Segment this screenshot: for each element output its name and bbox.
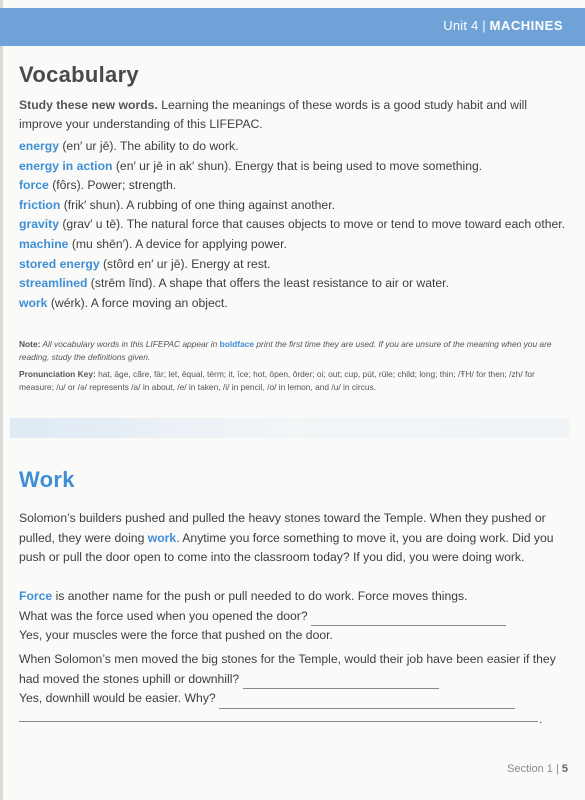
answer-line-hill[interactable] — [243, 676, 439, 689]
vocabulary-intro: Study these new words. Learning the meanings of these words is a good study habit and will improve your understanding of this LIFEPAC. — [19, 98, 528, 131]
vocab-term: streamlined — [19, 276, 88, 291]
page-number: 5 — [561, 763, 568, 775]
vocab-item: energy (en′ ur jē). The ability to do work. — [19, 139, 239, 153]
boldface-note: Note: All vocabulary words in this LIFEPAC appear in boldface print the first time they are used. If you are unsure of the meaning when you are reading, study the definitions given. — [19, 339, 552, 362]
pronunciation-key: Pronunciation Key: hat, āge, cãre, fär; let, ēqual, térm; it, īce; hot, ōpen, ôrder; oi; out; cup, pút, rüle; child; long; thin; /ŦH/ for then; /zh/ for measure; /u/ or /ə/ represents /a/ in about, /e/ in taken, /i/ in pencil, /o/ in lemon, and /u/ in circus. — [19, 369, 535, 392]
hill-question: When Solomon’s men moved the big stones for the Temple, would their job have been easier if they had moved the stones uphill or downhill? — [19, 652, 556, 686]
vocab-item: gravity (grav′ u tē). The natural force that causes objects to move or tend to move toward each other. — [19, 217, 566, 232]
vocab-term: stored energy — [19, 256, 100, 271]
force-question: What was the force used when you opened the door? — [19, 608, 308, 623]
force-term: Force — [19, 589, 53, 603]
vocab-item: machine (mu shēn′). A device for applying power. — [19, 236, 287, 251]
hill-answer: Yes, downhill would be easier. Why? — [19, 691, 216, 706]
vocab-term: friction — [19, 197, 61, 212]
vocab-item: energy in action (en′ ur jē in ak′ shun). Energy that is being used to move something. — [19, 158, 483, 173]
vocabulary-list — [19, 137, 567, 313]
vocab-item: stored energy (stôrd en′ ur jē). Energy at rest. — [19, 256, 271, 271]
answer-line-why[interactable] — [219, 696, 515, 709]
vocab-item: force (fôrs). Power; strength. — [19, 178, 177, 193]
work-paragraph-1: Solomon’s builders pushed and pulled the heavy stones toward the Temple. When they pushed or pulled, they were doing work. Anytime you force something to move it, you are doing work. Did you push or pull the door open to come into the classroom today? If you did, you were doing work. — [19, 511, 554, 565]
vocab-term: gravity — [19, 217, 59, 232]
work-paragraph-3 — [19, 650, 559, 709]
vocabulary-heading: Vocabulary — [19, 62, 139, 87]
pronunciation-label: Pronunciation Key: — [19, 369, 96, 379]
work-heading: Work — [19, 467, 75, 492]
faded-print-band — [10, 418, 570, 438]
section-label: Section 1 | — [507, 763, 562, 775]
vocab-item: friction (frik′ shun). A rubbing of one thing against another. — [19, 197, 335, 212]
answer-end-period: . — [539, 712, 543, 726]
boldface-word: boldface — [219, 339, 255, 349]
vocab-term: machine — [19, 236, 69, 251]
unit-name: MACHINES — [489, 18, 563, 33]
answer-line-why-continued[interactable] — [19, 721, 538, 722]
intro-lead: Study these new words. — [19, 98, 158, 112]
page-edge — [0, 0, 3, 800]
force-answer: Yes, your muscles were the force that pushed on the door. — [19, 628, 333, 643]
page-footer — [507, 763, 568, 775]
unit-header-banner — [0, 8, 585, 46]
note-label: Note: — [19, 339, 41, 349]
work-term: work — [147, 530, 177, 545]
vocab-term: force — [19, 178, 49, 193]
vocab-item: streamlined (strēm līnd). A shape that offers the least resistance to air or water. — [19, 276, 449, 291]
answer-line-force[interactable] — [311, 613, 506, 626]
vocab-item: work (wérk). A force moving an object. — [19, 295, 228, 310]
work-paragraph-2: Force is another name for the push or pull needed to do work. Force moves things. What was the force used when you opened the door? Yes, your muscles were the force that pushed on the door. — [19, 587, 559, 646]
vocab-term: work — [19, 295, 48, 310]
unit-label: Unit 4 | MACHINES — [443, 18, 563, 33]
vocab-term: energy — [19, 139, 59, 153]
vocab-term: energy in action — [19, 158, 113, 173]
